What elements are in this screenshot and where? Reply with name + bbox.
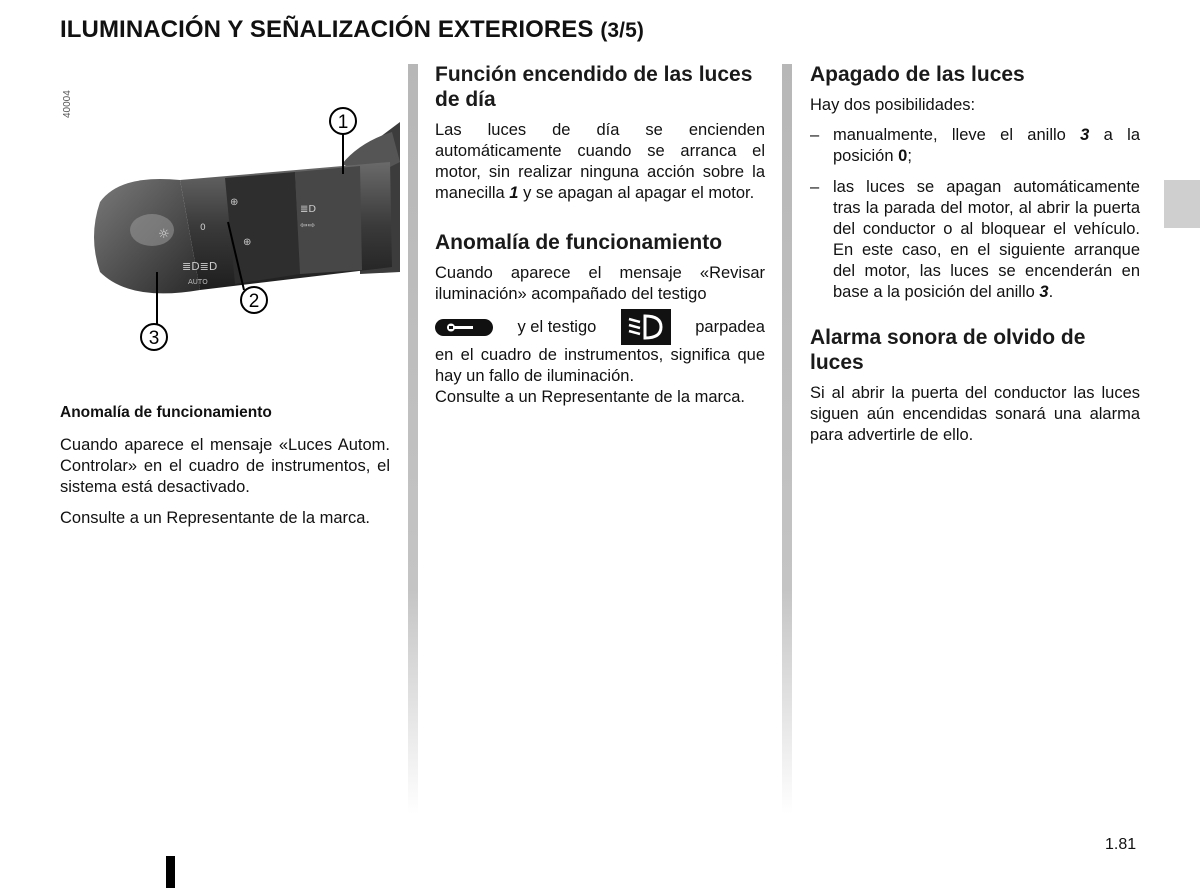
- list-dash: –: [810, 178, 820, 196]
- ring-ref-3b: 3: [1039, 283, 1049, 301]
- stalk-ref-1: 1: [509, 184, 519, 202]
- callout-2: 2: [248, 291, 260, 312]
- page-title: [60, 16, 644, 44]
- malfunction-body-top: Cuando aparece el mensaje «Revisar iluminación» acompañado del testigo: [435, 264, 765, 303]
- left-heading: Anomalía de funcionamiento: [60, 404, 272, 421]
- daytime-lights-text-b: y se apagan al apagar el motor.: [518, 184, 755, 202]
- svg-text:☼: ☼: [158, 227, 170, 242]
- item1-text-a: manualmente, lleve el anillo: [833, 126, 1081, 144]
- page-title-part: (3/5): [600, 19, 644, 42]
- daytime-lights-title: Función encendido de las luces de día: [435, 63, 753, 111]
- svg-text:⇦⇨: ⇦⇨: [300, 221, 316, 231]
- chapter-tab: [1164, 180, 1200, 228]
- page-number: 1.81: [1105, 836, 1137, 853]
- item2-text-a: las luces se apagan automáticamente tras la parada del motor, al abrir la puerta del conductor o al bloquear el vehículo. En este caso, en el siguiente arranque del motor, las luces se encenderán en base a la posición del anillo: [833, 178, 1140, 301]
- list-item: [810, 125, 1140, 167]
- right-column: [810, 62, 1140, 446]
- list-dash: –: [810, 126, 820, 144]
- forgotten-lights-alarm-title: Alarma sonora de olvido de luces: [810, 326, 1086, 374]
- figure-code: 40004: [62, 90, 73, 118]
- blinks-text: parpadea: [695, 317, 765, 336]
- column-divider-left: [408, 64, 418, 814]
- daytime-lights-text-a: Las luces de día se encienden automáticamente cuando se arranca el motor, sin realizar ninguna acción sobre la manecilla: [435, 121, 765, 202]
- item1-text-c: a la posición: [833, 126, 1141, 165]
- left-paragraph-2: Consulte a un Representante de la marca.: [60, 509, 371, 527]
- svg-text:≣D: ≣D: [300, 204, 317, 215]
- daytime-lights-body: [435, 120, 765, 204]
- item1-text-e: ;: [907, 147, 912, 165]
- column-divider-right: [782, 64, 792, 814]
- callout-1: 1: [337, 112, 349, 133]
- wrench-icon: [435, 319, 493, 336]
- list-item: [810, 177, 1140, 303]
- stalk-auto-label: AUTO: [188, 278, 208, 286]
- svg-text:⊕: ⊕: [230, 197, 239, 208]
- and-warning-text: y el testigo: [517, 317, 597, 336]
- malfunction-body-bottom: en el cuadro de instrumentos, significa que hay un fallo de iluminación.: [435, 346, 765, 385]
- lights-off-list: [810, 125, 1140, 303]
- lights-off-title: Apagado de las luces: [810, 63, 1025, 86]
- page-title-text: ILUMINACIÓN Y SEÑALIZACIÓN EXTERIORES: [60, 16, 594, 43]
- item2-text-c: .: [1048, 283, 1054, 301]
- stalk-zero-label: 0: [200, 223, 206, 233]
- headlight-icon: [621, 309, 671, 345]
- middle-column: [435, 62, 765, 408]
- svg-text:≣D≣D: ≣D≣D: [182, 260, 218, 273]
- position-ref-0: 0: [898, 147, 908, 165]
- malfunction-body-last: Consulte a un Representante de la marca.: [435, 388, 746, 406]
- ring-ref-3: 3: [1080, 126, 1090, 144]
- left-paragraph-1: Cuando aparece el mensaje «Luces Autom. Controlar» en el cuadro de instrumentos, el sistema está desactivado.: [60, 436, 390, 496]
- light-stalk-illustration: [60, 62, 400, 362]
- warning-lights-line: [435, 309, 765, 345]
- forgotten-lights-alarm-body: Si al abrir la puerta del conductor las luces siguen aún encendidas sonará una alarma para advertirle de ello.: [810, 384, 1140, 444]
- lights-off-intro: Hay dos posibilidades:: [810, 96, 976, 114]
- callout-3: 3: [148, 328, 160, 349]
- svg-text:⊕: ⊕: [243, 237, 252, 248]
- malfunction-title: Anomalía de funcionamiento: [435, 231, 723, 254]
- crop-mark: [166, 856, 175, 888]
- left-column: [60, 402, 390, 539]
